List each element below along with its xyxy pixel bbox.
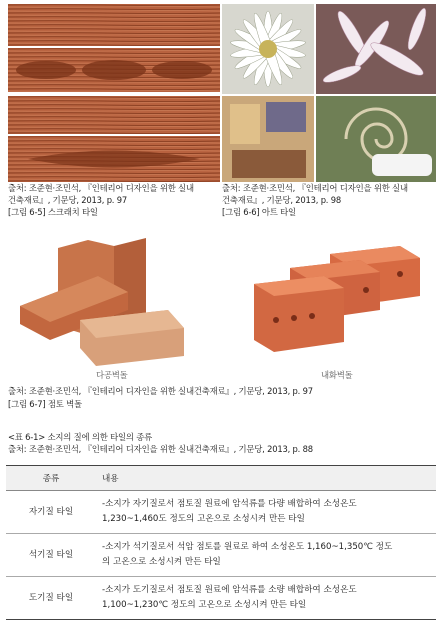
row-content-line2: 의 고온으로 소성시켜 만든 타일 <box>102 557 221 567</box>
tile-types-table <box>6 465 436 620</box>
row-type: 도기질 타일 <box>6 577 96 620</box>
fig6-caption-title: [그림 6-6] 아트 타일 <box>222 207 296 217</box>
fig5-caption-title: [그림 6-5] 스크래치 타일 <box>8 207 98 217</box>
fig6-source-line1: 출처: 조준현·조민석, 『인테리어 디자인을 위한 실내 <box>222 183 408 193</box>
fig5-source-line2: 건축재료』, 기문당, 2013, p. 97 <box>8 195 127 205</box>
table-row <box>6 491 436 534</box>
row-content-line2: 1,230~1,460도 정도의 고온으로 소성시켜 만든 타일 <box>102 514 305 524</box>
refractory-brick-label: 내화벽돌 <box>321 370 353 380</box>
fig7-caption-title: [그림 6-7] 점토 벽돌 <box>8 399 82 409</box>
header-content: 내용 <box>96 466 436 491</box>
row-content-line1: -소지가 석기질로서 석암 점토를 원료로 하여 소성온도 1,160~1,350℃ 정도 <box>102 542 393 552</box>
scratch-tile-image <box>8 4 220 182</box>
row-content <box>96 534 436 577</box>
row-content <box>96 491 436 534</box>
table-header-row <box>6 466 436 491</box>
row-content-line1: -소지가 도기질로서 점토질 원료에 암석류를 소량 배합하여 소성온도 <box>102 585 357 595</box>
art-tile-image <box>222 4 436 182</box>
table-row <box>6 577 436 620</box>
table-row <box>6 534 436 577</box>
table-title: <표 6-1> 소지의 질에 의한 타일의 종류 <box>8 432 153 442</box>
row-content <box>96 577 436 620</box>
fig7-source: 출처: 조준현·조민석, 『인테리어 디자인을 위한 실내건축재료』, 기문당, 2013, p. 97 <box>8 386 313 396</box>
row-content-line1: -소지가 자기질로서 점토질 원료에 암석류를 다량 배합하여 소성온도 <box>102 499 357 509</box>
fig6-source-line2: 건축재료』, 기문당, 2013, p. 98 <box>222 195 341 205</box>
header-type: 종류 <box>6 466 96 491</box>
porous-brick-image <box>18 236 188 366</box>
fig5-source-line1: 출처: 조준현·조민석, 『인테리어 디자인을 위한 실내 <box>8 183 194 193</box>
porous-brick-label: 다공벽돌 <box>96 370 128 380</box>
row-type: 석기질 타일 <box>6 534 96 577</box>
row-content-line2: 1,100~1,230℃ 정도의 고온으로 소성시켜 만든 타일 <box>102 600 307 610</box>
refractory-brick-image <box>250 244 422 354</box>
row-type: 자기질 타일 <box>6 491 96 534</box>
table-source: 출처: 조준현·조민석, 『인테리어 디자인을 위한 실내건축재료』, 기문당, 2013, p. 88 <box>8 444 313 454</box>
